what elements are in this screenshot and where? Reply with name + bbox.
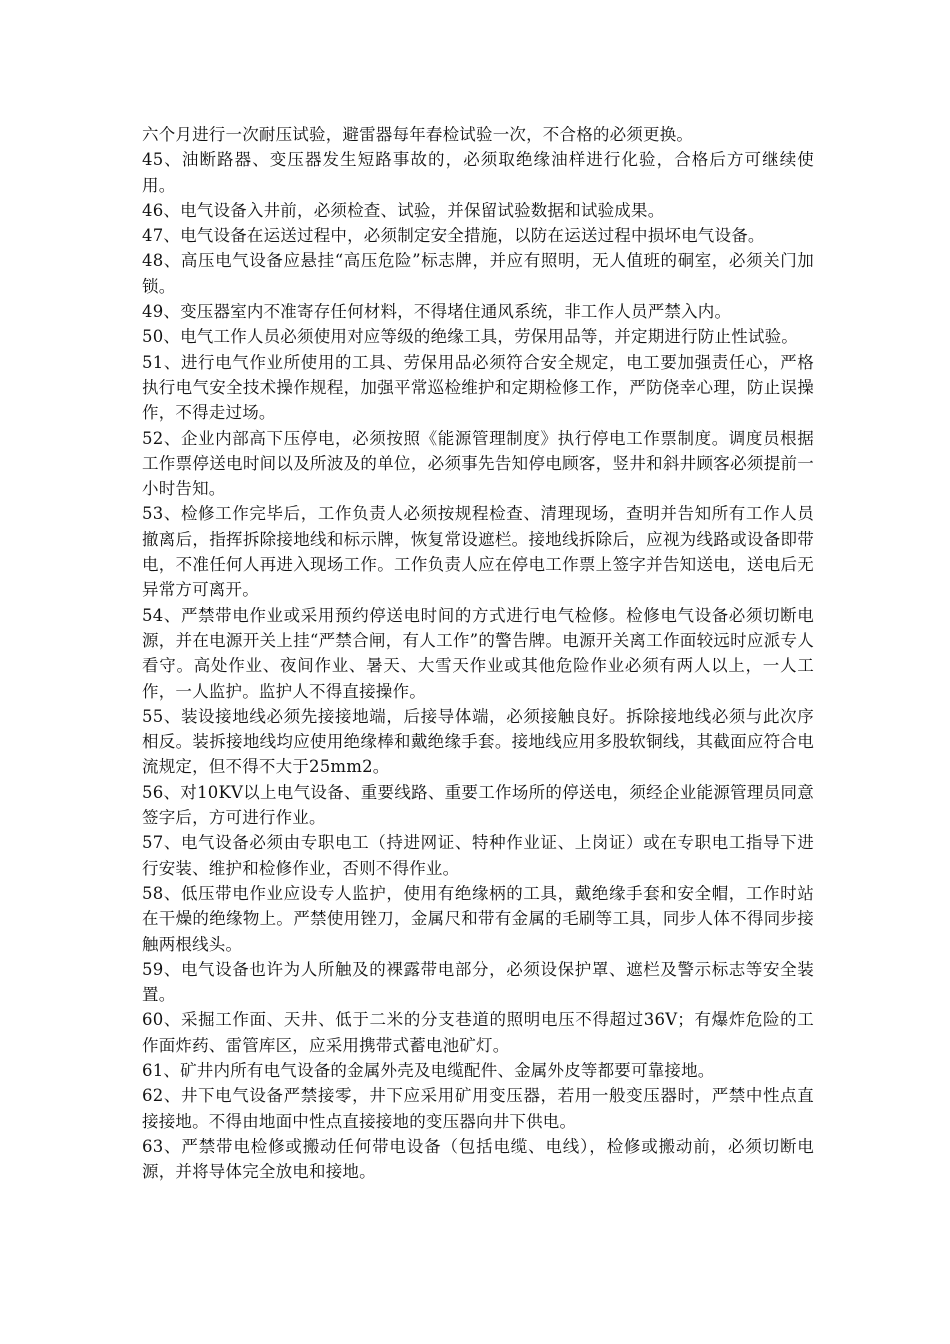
paragraph-61: 61、矿井内所有电气设备的金属外壳及电缆配件、金属外皮等都要可靠接地。 [142, 1060, 715, 1080]
paragraph-58: 58、低压带电作业应设专人监护，使用有绝缘柄的工具，戴绝缘手套和安全帽，工作时站在干燥的绝缘物上。严禁使用锉刀，金属尺和带有金属的毛刷等工具，同步人体不得同步接触两根线头。 [142, 883, 814, 954]
paragraph-0: 六个月进行一次耐压试验，避雷器每年春检试验一次，不合格的必须更换。 [142, 125, 694, 144]
paragraph-46: 46、电气设备入井前，必须检查、试验，并保留试验数据和试验成果。 [142, 200, 665, 220]
paragraph-52: 52、企业内部高下压停电，必须按照《能源管理制度》执行停电工作票制度。调度员根据工作票停送电时间以及所波及的单位，必须事先告知停电顾客，竖井和斜井顾客必须提前一小时告知。 [142, 428, 814, 499]
paragraph-54: 54、严禁带电作业或采用预约停送电时间的方式进行电气检修。检修电气设备必须切断电源，并在电源开关上挂“严禁合闸，有人工作”的警告牌。电源开关离工作面较远时应派专人看守。高处作业、夜间作业、暑天、大雪天作业或其他危险作业必须有两人以上，一人工作，一人监护。监护人不得直接操作。 [142, 605, 814, 701]
paragraph-45: 45、油断路器、变压器发生短路事故的，必须取绝缘油样进行化验，合格后方可继续使用。 [142, 150, 814, 195]
paragraph-59: 59、电气设备也许为人所触及的裸露带电部分，必须设保护罩、遮栏及警示标志等安全装置。 [142, 959, 814, 1005]
paragraph-49: 49、变压器室内不准寄存任何材料，不得堵住通风系统，非工作人员严禁入内。 [142, 302, 732, 322]
paragraph-62: 62、井下电气设备严禁接零，井下应采用矿用变压器，若用一般变压器时，严禁中性点直接接地。不得由地面中性点直接接地的变压器向井下供电。 [142, 1086, 814, 1131]
document-body [142, 122, 814, 1184]
paragraph-47: 47、电气设备在运送过程中，必须制定安全措施，以防在运送过程中损坏电气设备。 [142, 226, 765, 246]
paragraph-55: 55、装设接地线必须先接接地端，后接导体端，必须接触良好。拆除接地线必须与此次序相反。装拆接地线均应使用绝缘棒和戴绝缘手套。接地线应用多股软铜线，其截面应符合电流规定，但不得不大于25mm2。 [142, 706, 814, 777]
paragraph-53: 53、检修工作完毕后，工作负责人必须按规程检查、清理现场，查明并告知所有工作人员撤离后，指挥拆除接地线和标示牌，恢复常设遮栏。接地线拆除后，应视为线路或设备即带电，不准任何人再进入现场工作。工作负责人应在停电工作票上签字并告知送电，送电后无异常方可离开。 [142, 504, 814, 600]
paragraph-51: 51、进行电气作业所使用的工具、劳保用品必须符合安全规定，电工要加强责任心，严格执行电气安全技术操作规程，加强平常巡检维护和定期检修工作，严防侥幸心理，防止误操作，不得走过场。 [142, 352, 814, 423]
paragraph-56: 56、对10KV以上电气设备、重要线路、重要工作场所的停送电，须经企业能源管理员同意签字后，方可进行作业。 [142, 782, 814, 828]
paragraph-57: 57、电气设备必须由专职电工（持进网证、特种作业证、上岗证）或在专职电工指导下进行安装、维护和检修作业，否则不得作业。 [142, 833, 814, 878]
paragraph-60: 60、采掘工作面、天井、低于二米的分支巷道的照明电压不得超过36V；有爆炸危险的工作面炸药、雷管库区，应采用携带式蓄电池矿灯。 [142, 1010, 814, 1055]
paragraph-50: 50、电气工作人员必须使用对应等级的绝缘工具，劳保用品等，并定期进行防止性试验。 [142, 327, 798, 347]
paragraph-63: 63、严禁带电检修或搬动任何带电设备（包括电缆、电线），检修或搬动前，必须切断电源，并将导体完全放电和接地。 [142, 1136, 814, 1182]
paragraph-48: 48、高压电气设备应悬挂“高压危险”标志牌，并应有照明，无人值班的硐室，必须关门加锁。 [142, 251, 814, 296]
